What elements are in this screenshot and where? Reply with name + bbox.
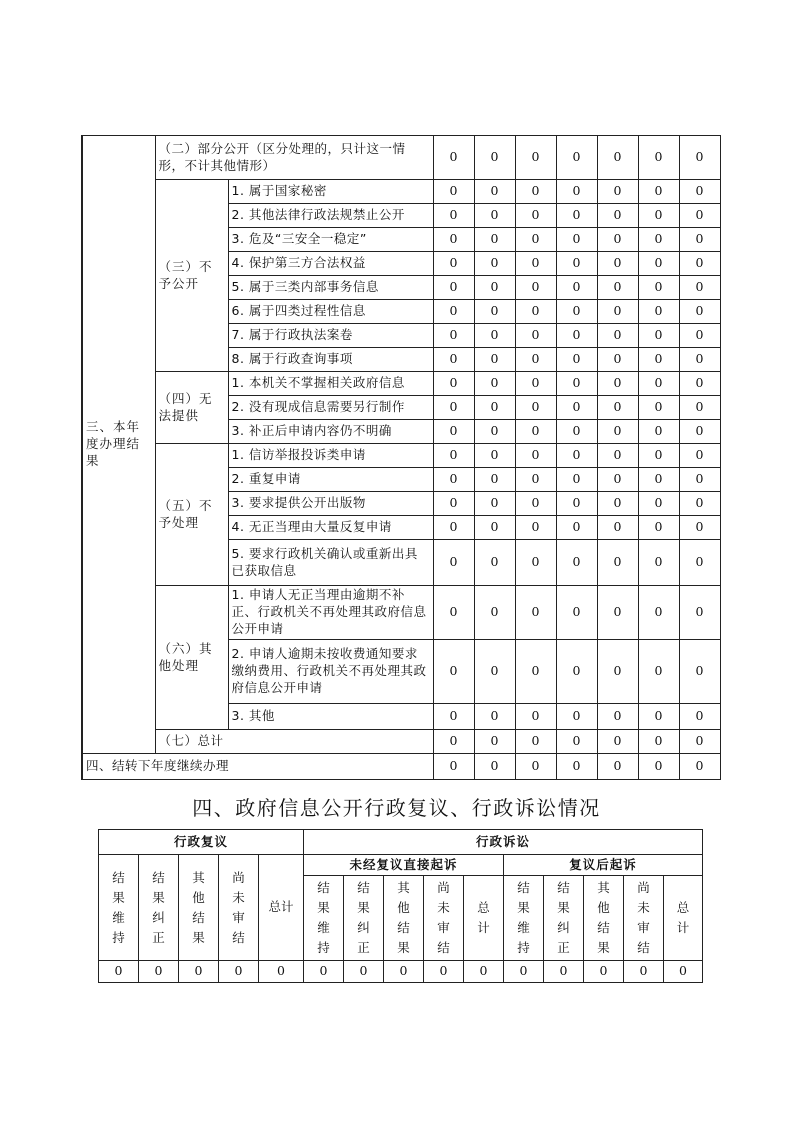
- value-cell: 0: [556, 516, 597, 540]
- value-cell: 0: [638, 420, 679, 444]
- row-label: 3. 补正后申请内容仍不明确: [228, 420, 433, 444]
- value-cell: 0: [597, 420, 638, 444]
- value-cell: 0: [597, 540, 638, 586]
- cannot-provide-label: （四）无法提供: [155, 372, 228, 444]
- admin-review-header: 行政复议: [99, 830, 304, 855]
- value-cell: 0: [515, 252, 556, 276]
- value-cell: 0: [556, 276, 597, 300]
- value-cell: 0: [515, 468, 556, 492]
- value-cell: 0: [638, 180, 679, 204]
- value-cell: 0: [679, 444, 720, 468]
- value-cell: 0: [433, 300, 474, 324]
- value-cell: 0: [679, 348, 720, 372]
- value-cell: 0: [597, 640, 638, 704]
- value-cell: 0: [597, 324, 638, 348]
- value-cell: 0: [515, 640, 556, 704]
- admin-litigation-header: 行政诉讼: [304, 830, 703, 855]
- value-cell: 0: [515, 372, 556, 396]
- value-cell: 0: [556, 348, 597, 372]
- value-cell: 0: [597, 348, 638, 372]
- value-cell: 0: [433, 704, 474, 730]
- value-cell: 0: [515, 492, 556, 516]
- value-cell: 0: [556, 444, 597, 468]
- value-cell: 0: [556, 300, 597, 324]
- value-cell: 0: [638, 348, 679, 372]
- carry-over-label: 四、结转下年度继续办理: [82, 754, 433, 780]
- value-cell: 0: [474, 420, 515, 444]
- value-cell: 0: [679, 468, 720, 492]
- value-cell: 0: [556, 252, 597, 276]
- value-cell: 0: [433, 468, 474, 492]
- value-cell: 0: [433, 276, 474, 300]
- value-cell: 0: [433, 372, 474, 396]
- review-col-other: 其 他 结 果: [179, 855, 219, 961]
- review-col-total: 总计: [259, 855, 304, 961]
- value-cell: 0: [474, 492, 515, 516]
- value-cell: 0: [433, 252, 474, 276]
- row-label: 4. 无正当理由大量反复申请: [228, 516, 433, 540]
- value-cell: 0: [515, 228, 556, 252]
- value-cell: 0: [556, 754, 597, 780]
- row-label: 2. 其他法律行政法规禁止公开: [228, 204, 433, 228]
- row-label: 3. 危及“三安全一稳定”: [228, 228, 433, 252]
- value-cell: 0: [464, 961, 504, 983]
- value-cell: 0: [515, 586, 556, 640]
- value-cell: 0: [515, 516, 556, 540]
- value-cell: 0: [679, 300, 720, 324]
- direct-col-upheld: 结 果 维 持: [304, 876, 344, 961]
- value-cell: 0: [597, 586, 638, 640]
- other-processing-label: （六）其他处理: [155, 586, 228, 730]
- value-cell: 0: [597, 204, 638, 228]
- value-cell: 0: [433, 754, 474, 780]
- value-cell: 0: [304, 961, 344, 983]
- table-row: [82, 372, 720, 396]
- value-cell: 0: [179, 961, 219, 983]
- row-label: 1. 信访举报投诉类申请: [228, 444, 433, 468]
- value-cell: 0: [556, 324, 597, 348]
- value-cell: 0: [556, 468, 597, 492]
- table-row: [82, 444, 720, 468]
- review-col-corrected: 结 果 纠 正: [139, 855, 179, 961]
- value-cell: 0: [515, 300, 556, 324]
- value-cell: 0: [556, 396, 597, 420]
- value-cell: 0: [433, 420, 474, 444]
- value-cell: 0: [597, 492, 638, 516]
- row-label: 5. 属于三类内部事务信息: [228, 276, 433, 300]
- value-cell: 0: [424, 961, 464, 983]
- value-cell: 0: [474, 180, 515, 204]
- value-cell: 0: [679, 204, 720, 228]
- value-cell: 0: [556, 540, 597, 586]
- value-cell: 0: [544, 961, 584, 983]
- value-cell: 0: [259, 961, 304, 983]
- value-cell: 0: [597, 180, 638, 204]
- value-cell: 0: [664, 961, 703, 983]
- value-cell: 0: [556, 640, 597, 704]
- after-col-corrected: 结 果 纠 正: [544, 876, 584, 961]
- value-cell: 0: [474, 468, 515, 492]
- row-label: 3. 其他: [228, 704, 433, 730]
- row-label: 5. 要求行政机关确认或重新出具已获取信息: [228, 540, 433, 586]
- row-label: 1. 本机关不掌握相关政府信息: [228, 372, 433, 396]
- value-cell: 0: [638, 252, 679, 276]
- total-row: [82, 730, 720, 754]
- value-cell: 0: [597, 754, 638, 780]
- value-cell: 0: [504, 961, 544, 983]
- value-cell: 0: [474, 396, 515, 420]
- partial-open-row: [82, 136, 720, 180]
- value-cell: 0: [515, 396, 556, 420]
- value-cell: 0: [433, 204, 474, 228]
- row-label: 6. 属于四类过程性信息: [228, 300, 433, 324]
- row-label: 1. 申请人无正当理由逾期不补正、行政机关不再处理其政府信息公开申请: [228, 586, 433, 640]
- value-cell: 0: [433, 586, 474, 640]
- value-cell: 0: [679, 516, 720, 540]
- value-cell: 0: [679, 372, 720, 396]
- table-row: [82, 586, 720, 640]
- value-cell: 0: [638, 300, 679, 324]
- value-cell: 0: [433, 228, 474, 252]
- direct-col-total: 总 计: [464, 876, 504, 961]
- value-cell: 0: [638, 396, 679, 420]
- after-col-upheld: 结 果 维 持: [504, 876, 544, 961]
- row-label: 8. 属于行政查询事项: [228, 348, 433, 372]
- value-cell: 0: [597, 516, 638, 540]
- value-cell: 0: [515, 324, 556, 348]
- value-cell: 0: [624, 961, 664, 983]
- value-cell: 0: [638, 540, 679, 586]
- value-cell: 0: [638, 586, 679, 640]
- after-review-suit-header: 复议后起诉: [504, 855, 703, 876]
- review-col-pending: 尚 未 审 结: [219, 855, 259, 961]
- value-cell: 0: [474, 136, 515, 180]
- value-cell: 0: [515, 420, 556, 444]
- value-cell: 0: [679, 180, 720, 204]
- value-cell: 0: [474, 586, 515, 640]
- value-cell: 0: [597, 372, 638, 396]
- value-cell: 0: [679, 730, 720, 754]
- row-label: 2. 重复申请: [228, 468, 433, 492]
- value-cell: 0: [515, 704, 556, 730]
- value-cell: 0: [638, 444, 679, 468]
- value-cell: 0: [556, 420, 597, 444]
- value-cell: 0: [433, 396, 474, 420]
- value-cell: 0: [139, 961, 179, 983]
- row-label: 2. 申请人逾期未按收费通知要求缴纳费用、行政机关不再处理其政府信息公开申请: [228, 640, 433, 704]
- value-cell: 0: [556, 136, 597, 180]
- value-cell: 0: [515, 540, 556, 586]
- value-cell: 0: [679, 492, 720, 516]
- value-cell: 0: [638, 204, 679, 228]
- not-processed-label: （五）不予处理: [155, 444, 228, 586]
- value-cell: 0: [638, 492, 679, 516]
- value-cell: 0: [474, 730, 515, 754]
- direct-suit-header: 未经复议直接起诉: [304, 855, 504, 876]
- value-cell: 0: [474, 540, 515, 586]
- value-cell: 0: [597, 136, 638, 180]
- row-label: 7. 属于行政执法案卷: [228, 324, 433, 348]
- value-cell: 0: [474, 300, 515, 324]
- after-col-pending: 尚 未 审 结: [624, 876, 664, 961]
- value-cell: 0: [597, 704, 638, 730]
- value-cell: 0: [597, 300, 638, 324]
- review-values-row: [99, 961, 703, 983]
- value-cell: 0: [433, 136, 474, 180]
- value-cell: 0: [597, 396, 638, 420]
- value-cell: 0: [638, 136, 679, 180]
- after-col-total: 总 计: [664, 876, 703, 961]
- not-open-label: （三）不予公开: [155, 180, 228, 372]
- row-label: 3. 要求提供公开出版物: [228, 492, 433, 516]
- value-cell: 0: [556, 180, 597, 204]
- value-cell: 0: [474, 276, 515, 300]
- value-cell: 0: [556, 704, 597, 730]
- value-cell: 0: [433, 324, 474, 348]
- value-cell: 0: [433, 348, 474, 372]
- value-cell: 0: [638, 324, 679, 348]
- value-cell: 0: [556, 372, 597, 396]
- partial-open-label: （二）部分公开（区分处理的，只计这一情形，不计其他情形）: [155, 136, 433, 180]
- value-cell: 0: [474, 204, 515, 228]
- value-cell: 0: [679, 704, 720, 730]
- total-label: （七）总计: [155, 730, 433, 754]
- value-cell: 0: [474, 704, 515, 730]
- value-cell: 0: [474, 640, 515, 704]
- value-cell: 0: [597, 228, 638, 252]
- carry-over-row: [82, 754, 720, 780]
- section3-label: 三、本年度办理结果: [82, 136, 155, 754]
- value-cell: 0: [99, 961, 139, 983]
- value-cell: 0: [515, 348, 556, 372]
- value-cell: 0: [556, 204, 597, 228]
- value-cell: 0: [433, 492, 474, 516]
- value-cell: 0: [515, 754, 556, 780]
- review-col-upheld: 结 果 维 持: [99, 855, 139, 961]
- direct-col-other: 其 他 结 果: [384, 876, 424, 961]
- value-cell: 0: [474, 516, 515, 540]
- review-litigation-table: [98, 829, 703, 983]
- value-cell: 0: [515, 276, 556, 300]
- value-cell: 0: [597, 276, 638, 300]
- value-cell: 0: [474, 754, 515, 780]
- value-cell: 0: [556, 586, 597, 640]
- value-cell: 0: [679, 136, 720, 180]
- value-cell: 0: [219, 961, 259, 983]
- direct-col-pending: 尚 未 审 结: [424, 876, 464, 961]
- value-cell: 0: [597, 444, 638, 468]
- value-cell: 0: [515, 730, 556, 754]
- value-cell: 0: [433, 516, 474, 540]
- row-label: 4. 保护第三方合法权益: [228, 252, 433, 276]
- value-cell: 0: [515, 204, 556, 228]
- value-cell: 0: [679, 640, 720, 704]
- value-cell: 0: [679, 396, 720, 420]
- row-label: 2. 没有现成信息需要另行制作: [228, 396, 433, 420]
- value-cell: 0: [638, 640, 679, 704]
- value-cell: 0: [638, 516, 679, 540]
- value-cell: 0: [638, 730, 679, 754]
- value-cell: 0: [433, 180, 474, 204]
- value-cell: 0: [384, 961, 424, 983]
- value-cell: 0: [679, 276, 720, 300]
- after-col-other: 其 他 结 果: [584, 876, 624, 961]
- value-cell: 0: [597, 730, 638, 754]
- value-cell: 0: [474, 372, 515, 396]
- value-cell: 0: [433, 444, 474, 468]
- value-cell: 0: [679, 324, 720, 348]
- row-label: 1. 属于国家秘密: [228, 180, 433, 204]
- value-cell: 0: [433, 640, 474, 704]
- value-cell: 0: [474, 228, 515, 252]
- value-cell: 0: [638, 468, 679, 492]
- value-cell: 0: [433, 730, 474, 754]
- value-cell: 0: [433, 540, 474, 586]
- value-cell: 0: [584, 961, 624, 983]
- value-cell: 0: [474, 348, 515, 372]
- value-cell: 0: [556, 730, 597, 754]
- value-cell: 0: [515, 180, 556, 204]
- value-cell: 0: [679, 540, 720, 586]
- value-cell: 0: [679, 252, 720, 276]
- direct-col-corrected: 结 果 纠 正: [344, 876, 384, 961]
- results-table: [81, 135, 721, 780]
- value-cell: 0: [474, 324, 515, 348]
- value-cell: 0: [638, 754, 679, 780]
- value-cell: 0: [679, 228, 720, 252]
- value-cell: 0: [679, 420, 720, 444]
- value-cell: 0: [597, 468, 638, 492]
- value-cell: 0: [679, 754, 720, 780]
- table-row: [82, 180, 720, 204]
- value-cell: 0: [556, 492, 597, 516]
- value-cell: 0: [474, 252, 515, 276]
- value-cell: 0: [638, 276, 679, 300]
- value-cell: 0: [638, 704, 679, 730]
- value-cell: 0: [474, 444, 515, 468]
- value-cell: 0: [515, 444, 556, 468]
- value-cell: 0: [556, 228, 597, 252]
- value-cell: 0: [638, 228, 679, 252]
- value-cell: 0: [597, 252, 638, 276]
- value-cell: 0: [679, 586, 720, 640]
- value-cell: 0: [515, 136, 556, 180]
- section-heading: 四、政府信息公开行政复议、行政诉讼情况: [192, 796, 601, 820]
- value-cell: 0: [344, 961, 384, 983]
- value-cell: 0: [638, 372, 679, 396]
